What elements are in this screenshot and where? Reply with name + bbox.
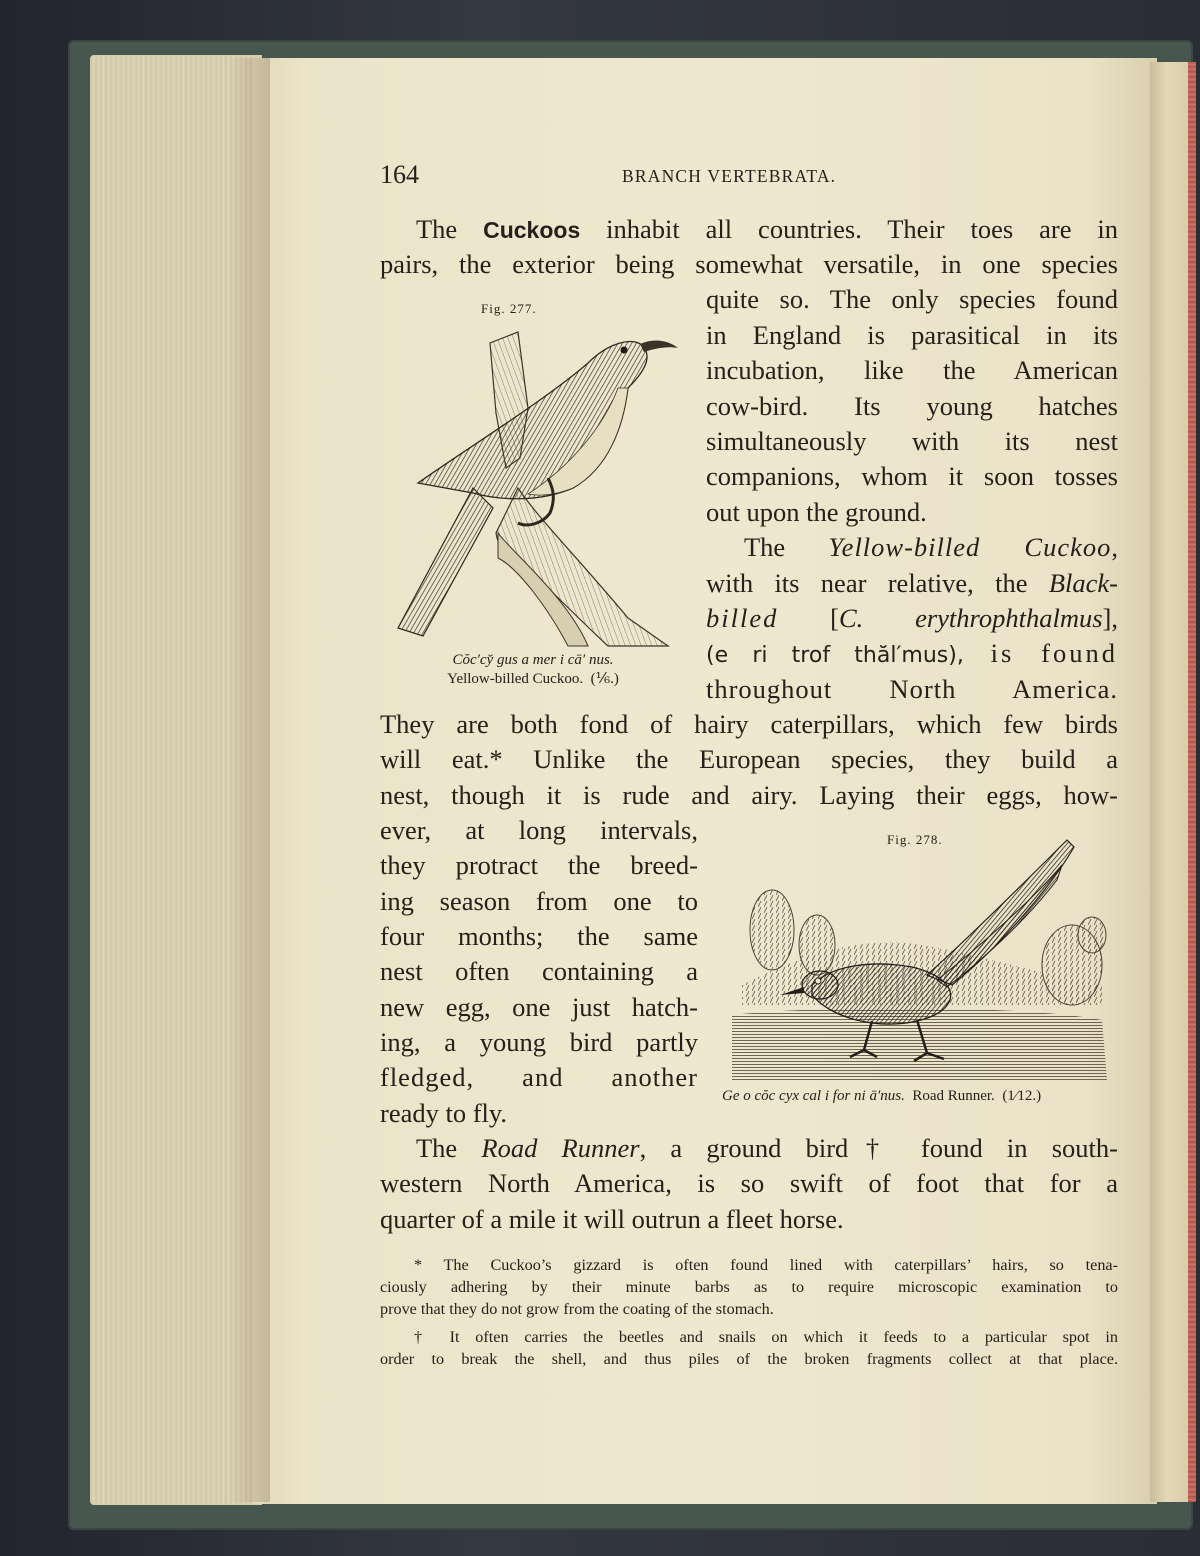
term-cuckoos: Cuckoos <box>483 217 581 243</box>
p1-line-7: simultaneously with its nest <box>706 426 1118 456</box>
p2-line-17: ready to fly. <box>380 1098 508 1128</box>
fig278-caption: Ge o cŏc cyx cal i for ni ā′nus. Road Runner. (1⁄12.) <box>722 1088 1042 1104</box>
p1-line-6: cow-bird. Its young hatches <box>706 391 1118 421</box>
p1-line-2: pairs, the exterior being somewhat versatile, in one species <box>380 249 1118 279</box>
red-page-edge <box>1188 62 1196 1502</box>
p2-line-9: ever, at long intervals, <box>380 815 698 845</box>
p2-line-8: nest, though it is rude and airy. Laying their eggs, how- <box>380 780 1118 810</box>
p3-line-3: quarter of a mile it will outrun a fleet horse. <box>380 1204 844 1234</box>
p2-line-3: billed [C. erythrophthalmus], <box>706 603 1118 633</box>
running-title: BRANCH VERTEBRATA. <box>622 166 837 186</box>
road-runner-illustration <box>722 835 1114 1085</box>
p3-line-1: The Road Runner, a ground bird† found in south- <box>416 1133 1118 1163</box>
page-number: 164 <box>380 160 419 189</box>
p2-line-11: ing season from one to <box>380 886 698 916</box>
p3-line-2: western North America, is so swift of foot that for a <box>380 1168 1118 1198</box>
p2-line-10: they protract the breed- <box>380 850 698 880</box>
p2-line-15: ing, a young bird partly <box>380 1027 698 1057</box>
p1-line-4: in England is parasitical in its <box>706 320 1118 350</box>
p2-line-6: They are both fond of hairy caterpillars, which few birds <box>380 709 1118 739</box>
p1-line-5: incubation, like the American <box>706 355 1118 385</box>
footnote-dagger: † It often carries the beetles and snails on which it feeds to a particular spot in order to break the shell, and thus piles of the broken fragments collect at that place. <box>380 1328 1118 1368</box>
cuckoo-illustration <box>378 318 688 648</box>
gutter-shadow <box>230 58 270 1502</box>
p2-line-1: The Yellow-billed Cuckoo, <box>744 532 1119 562</box>
p1-line-8: companions, whom it soon tosses <box>706 461 1118 491</box>
p2-line-13: nest often containing a <box>380 956 698 986</box>
p1-line-3: quite so. The only species found <box>706 284 1118 314</box>
p2-line-14: new egg, one just hatch- <box>380 992 698 1022</box>
p2-line-16: fledged, and another <box>380 1062 698 1092</box>
p1-line-1: The Cuckoos inhabit all countries. Their toes are in <box>416 214 1118 244</box>
fig278-label: Fig. 278. <box>887 832 943 847</box>
p2-line-12: four months; the same <box>380 921 698 951</box>
facing-page-edge <box>1150 62 1192 1502</box>
p2-line-4: (e ri trof thăl′mus), is found <box>706 638 1119 668</box>
p1-line-9: out upon the ground. <box>706 497 927 527</box>
fig277-caption: Cŏc′cy̆ gus a mer i cā′ nus. Yellow-billed Cuckoo. (⅙.) <box>447 652 619 687</box>
footnote-star: * The Cuckoo’s gizzard is often found lined with caterpillars’ hairs, so tena- ciously adhering by their minute barbs as to require microscopic examination to prove that they do not grow from the coating of the stomach. <box>380 1256 1118 1318</box>
fig277-label: Fig. 277. <box>481 301 537 316</box>
p2-line-7: will eat.* Unlike the European species, they build a <box>380 744 1118 774</box>
p2-line-2: with its near relative, the Black- <box>706 568 1118 598</box>
p2-line-5: throughout North America. <box>706 674 1118 704</box>
